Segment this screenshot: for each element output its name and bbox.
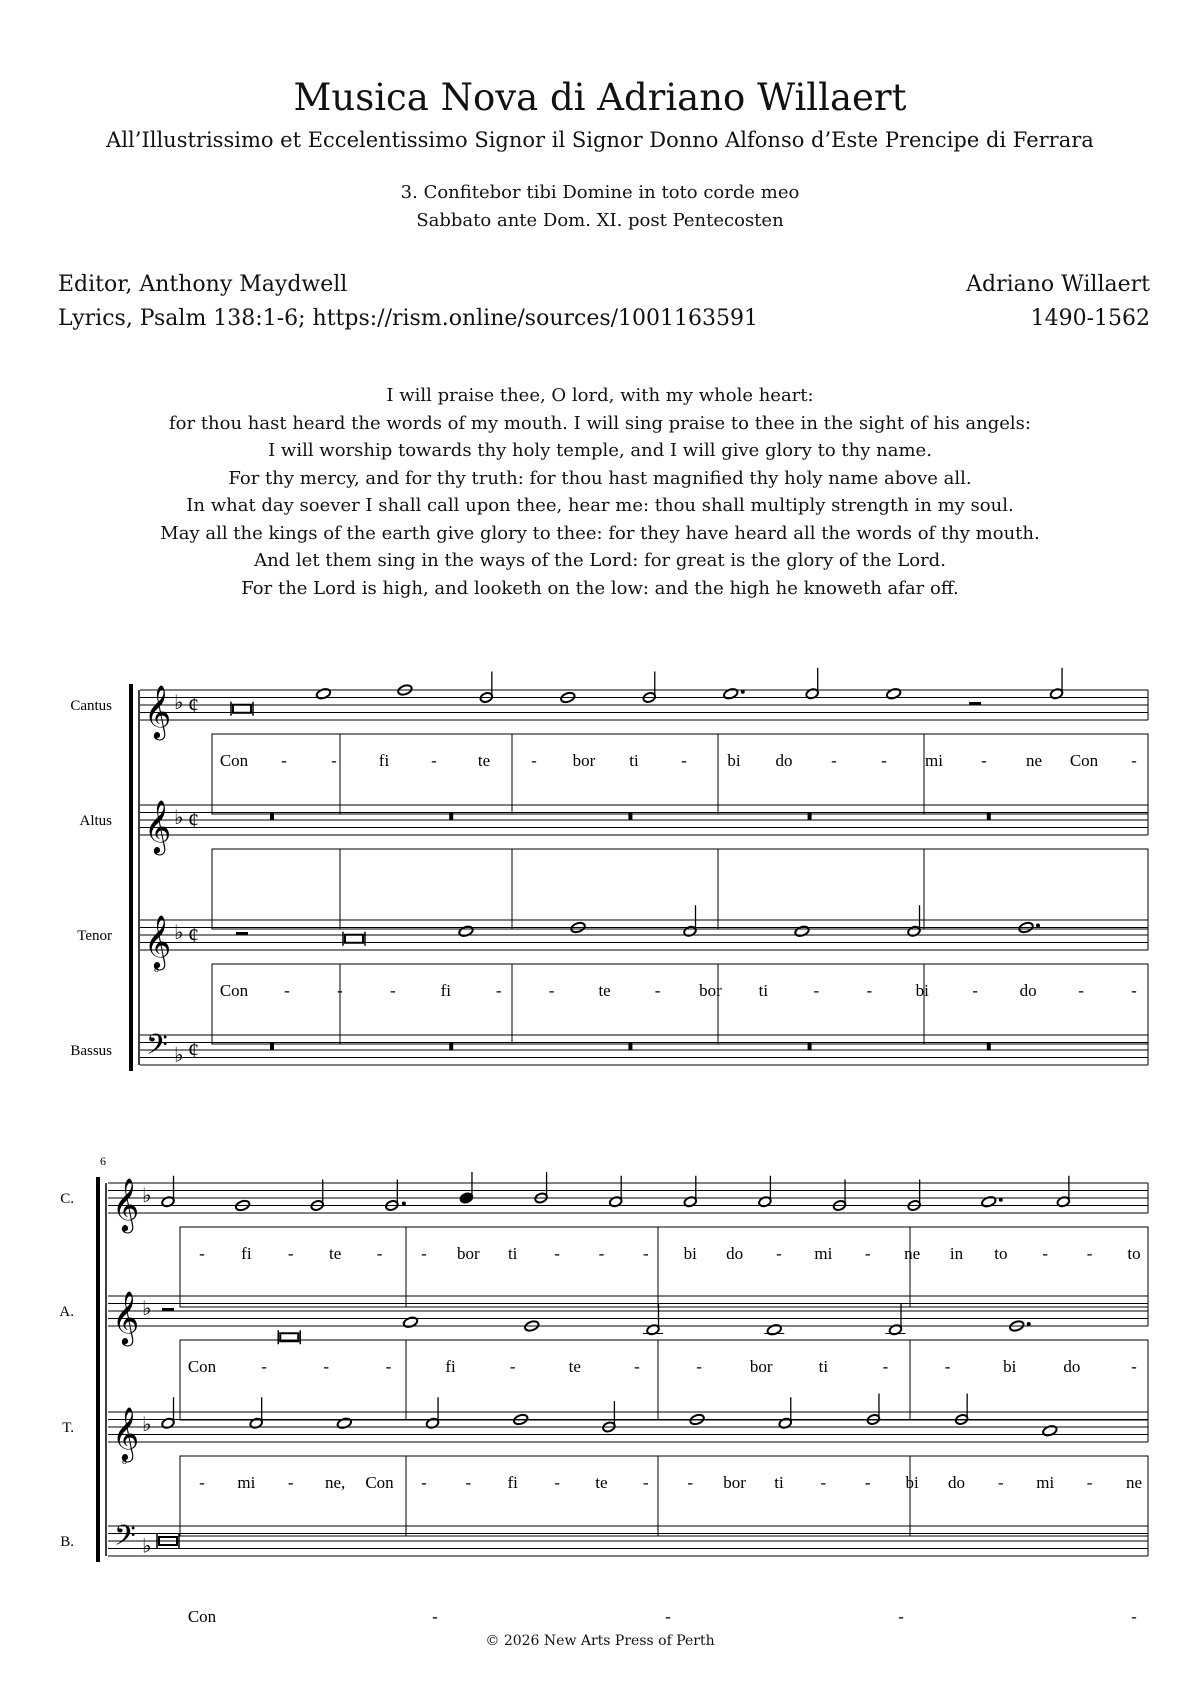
note-head [981, 1195, 997, 1208]
lyric-syllable: - [199, 1244, 205, 1263]
measure-number: 6 [100, 1154, 106, 1168]
lyric-syllable: - [998, 1473, 1004, 1492]
lyric-syllable: - [421, 1244, 427, 1263]
lyric-syllable: fi [378, 751, 390, 770]
liturgical-occasion: Sabbato ante Dom. XI. post Pentecosten [416, 210, 784, 231]
time-signature: ¢ [188, 807, 199, 832]
lyric-syllable: - [1042, 1244, 1049, 1263]
voice-label: Cantus [70, 698, 112, 714]
lyric-syllable: - [1131, 981, 1137, 1000]
voice-label: C. [60, 1191, 74, 1207]
note-head [336, 1417, 352, 1430]
octave-marker: 8 [154, 964, 159, 975]
lyric-syllable: bor [572, 751, 596, 770]
breve-rest [808, 1043, 812, 1051]
time-signature: ¢ [188, 692, 199, 717]
piece-title: 3. Confitebor tibi Domine in toto corde meo [400, 182, 800, 203]
flat-icon: ♭ [142, 1535, 152, 1558]
lyric-syllable: ti [507, 1244, 518, 1263]
augmentation-dot [999, 1198, 1003, 1202]
verse-line: I will worship towards thy holy temple, and I will give glory to thy name. [268, 440, 932, 461]
lyric-syllable: - [642, 1244, 649, 1263]
lyric-syllable: - [465, 1473, 472, 1492]
voice-label: T. [62, 1420, 74, 1436]
lyric-syllable: - [421, 1473, 427, 1492]
augmentation-dot [1036, 924, 1040, 928]
lyric-syllable: ti [818, 1357, 829, 1376]
lyric-box [212, 964, 1148, 1044]
composer-dates: 1490-1562 [1030, 306, 1150, 331]
treble-clef-icon: 𝄞 [144, 686, 172, 737]
voice-label: Altus [79, 813, 112, 829]
lyric-syllable: te [329, 1244, 342, 1263]
breve-rest [270, 813, 274, 821]
augmentation-dot [741, 690, 745, 694]
treble-clef-icon: 𝄞 [144, 916, 172, 967]
lyric-syllable: bi [683, 1244, 697, 1263]
breve-rest [449, 1043, 453, 1051]
lyric-syllable: - [1131, 751, 1137, 770]
flat-icon: ♭ [174, 807, 184, 829]
page-title: Musica Nova di Adriano Willaert [293, 76, 907, 119]
lyric-syllable: te [598, 981, 611, 1000]
flat-icon: ♭ [174, 1044, 184, 1067]
lyric-syllable: do [726, 1244, 744, 1263]
lyric-syllable: - [882, 1357, 889, 1376]
lyric-syllable: do [1019, 981, 1037, 1000]
lyric-syllable: - [687, 1473, 694, 1492]
staff [79, 800, 1148, 929]
lyric-syllable: - [1086, 1473, 1093, 1492]
verse-line: And let them sing in the ways of the Lord: for great is the glory of the Lord. [254, 550, 946, 571]
lyric-syllable: - [531, 751, 537, 770]
lyric-syllable: - [548, 981, 555, 1000]
lyric-syllable: mi [814, 1244, 833, 1263]
note-head [402, 1316, 418, 1329]
lyric-syllable: - [281, 751, 287, 770]
lyric-syllable: to [1127, 1244, 1141, 1263]
verse-line: For the Lord is high, and looketh on the low: and the high he knoweth afar off. [241, 577, 959, 599]
lyric-syllable: ti [758, 981, 769, 1000]
lyric-syllable: Con [219, 981, 249, 1000]
lyric-syllable: Con [1069, 751, 1099, 770]
staff [60, 1172, 1148, 1307]
lyric-syllable: Con [187, 1607, 217, 1626]
score-system [59, 1154, 1148, 1626]
lyric-syllable: - [972, 981, 979, 1000]
lyric-syllable: - [864, 1244, 871, 1263]
lyric-syllable: bor [456, 1244, 480, 1263]
lyric-syllable: fi [241, 1244, 252, 1263]
lyric-syllable: - [495, 981, 502, 1000]
lyric-syllable: - [654, 981, 661, 1000]
score-system [70, 668, 1148, 1071]
breve-rest [987, 1043, 991, 1051]
verse-line: In what day soever I shall call upon thee, hear me: thou shall multiply strength in my soul. [186, 495, 1014, 516]
lyric-syllable: do [1063, 1357, 1081, 1376]
flat-icon: ♭ [142, 1185, 152, 1207]
lyric-syllable: - [432, 1607, 438, 1626]
note-head [315, 687, 331, 700]
lyric-syllable: - [554, 1473, 560, 1492]
note-head [458, 925, 474, 938]
voice-label: A. [59, 1304, 74, 1320]
voice-label: Tenor [77, 928, 112, 944]
lyric-syllable: fi [507, 1473, 518, 1492]
breve-rest [628, 813, 632, 821]
rest-mark [162, 1308, 174, 1311]
lyric-syllable: bor [699, 981, 722, 1000]
lyric-syllable: mi [237, 1473, 256, 1492]
bass-clef-icon: 𝄢 [114, 1521, 136, 1559]
lyric-syllable: Con [365, 1473, 394, 1492]
breve-note [345, 935, 363, 943]
lyric-syllable: in [949, 1244, 964, 1263]
treble-clef-icon: 𝄞 [144, 801, 172, 852]
staff [77, 905, 1148, 1044]
time-signature: ¢ [188, 1037, 199, 1062]
breve-note [233, 705, 251, 713]
verse-line: I will praise thee, O lord, with my whole heart: [386, 385, 814, 406]
lyric-syllable: mi [1036, 1473, 1055, 1492]
editor-credit: Editor, Anthony Maydwell [58, 272, 348, 297]
lyric-syllable: - [898, 1607, 904, 1626]
time-signature: ¢ [188, 922, 199, 947]
lyric-box [180, 1340, 1148, 1420]
lyric-syllable: fi [445, 1357, 456, 1376]
lyric-syllable: bi [727, 751, 741, 770]
treble-clef-icon: 𝄞 [112, 1292, 140, 1343]
verse-line: May all the kings of the earth give glory to thee: for they have heard all the words of thy mouth. [160, 522, 1040, 544]
lyric-syllable: bi [1003, 1357, 1017, 1376]
lyric-box [180, 1456, 1148, 1536]
lyric-syllable: - [820, 1473, 827, 1492]
lyric-syllable: ne [904, 1244, 921, 1263]
lyric-syllable: - [1086, 1244, 1093, 1263]
lyric-box [212, 734, 1148, 814]
lyric-syllable: bi [905, 1473, 919, 1492]
lyric-syllable: do [775, 751, 793, 770]
verse-line: For thy mercy, and for thy truth: for thou hast magnified thy holy name above all. [228, 467, 972, 489]
lyric-syllable: to [994, 1244, 1008, 1263]
lyric-syllable: - [331, 751, 337, 770]
lyric-syllable: - [287, 1473, 294, 1492]
rest-mark [236, 932, 248, 935]
composer-name: Adriano Willaert [966, 272, 1150, 297]
lyric-syllable: - [598, 1244, 605, 1263]
lyric-syllable: - [634, 1357, 640, 1376]
breve-rest [628, 1043, 632, 1051]
lyric-syllable: - [554, 1244, 560, 1263]
lyric-syllable: - [944, 1357, 951, 1376]
lyric-syllable: - [376, 1244, 383, 1263]
treble-clef-icon: 𝄞 [112, 1408, 140, 1459]
rest-mark [969, 702, 981, 705]
lyric-syllable: - [261, 1357, 267, 1376]
note-head [723, 687, 739, 700]
breve-rest [987, 813, 991, 821]
lyric-syllable: - [385, 1357, 392, 1376]
lyric-syllable: te [477, 751, 491, 770]
breve-rest [449, 813, 453, 821]
voice-label: Bassus [70, 1043, 112, 1059]
lyric-syllable: - [665, 1607, 671, 1626]
lyric-syllable: - [199, 1473, 205, 1492]
staff [70, 668, 1148, 814]
lyric-syllable: - [776, 1244, 782, 1263]
lyric-syllable: - [864, 1473, 871, 1492]
lyric-syllable: - [866, 981, 873, 1000]
staff [60, 1522, 1148, 1627]
verse-line: for thou hast heard the words of my mouth. I will sing praise to thee in the sight of his angels: [169, 412, 1031, 434]
lyric-syllable: Con [187, 1357, 217, 1376]
lyric-syllable: - [284, 981, 290, 1000]
lyric-syllable: bor [723, 1473, 746, 1492]
lyric-syllable: - [681, 751, 687, 770]
lyric-syllable: - [813, 981, 820, 1000]
bass-clef-icon: 𝄢 [146, 1030, 168, 1068]
breve-rest [270, 1043, 274, 1051]
lyric-syllable: - [1131, 1357, 1137, 1376]
lyric-syllable: mi [925, 751, 943, 770]
lyric-syllable: ti [629, 751, 639, 770]
treble-clef-icon: 𝄞 [112, 1179, 140, 1230]
lyric-syllable: te [595, 1473, 608, 1492]
lyric-syllable: fi [440, 981, 451, 1000]
note-head [886, 687, 902, 700]
dedication-subtitle: All’Illustrissimo et Eccelentissimo Signor il Signor Donno Alfonso d’Este Prencipe di Ferrara [106, 128, 1094, 152]
lyric-syllable: Con [219, 751, 249, 770]
flat-icon: ♭ [142, 1414, 152, 1436]
augmentation-dot [402, 1202, 406, 1206]
lyric-syllable: - [981, 751, 987, 770]
breve-rest [808, 813, 812, 821]
lyric-syllable: - [323, 1357, 330, 1376]
lyric-syllable: - [696, 1357, 702, 1376]
copyright-footer: © 2026 New Arts Press of Perth [485, 1633, 715, 1649]
lyric-box [212, 849, 1148, 929]
lyric-syllable: ti [774, 1473, 784, 1492]
note-head [766, 1323, 782, 1336]
note-head [1042, 1424, 1058, 1437]
lyric-syllable: ne [1125, 1473, 1143, 1492]
voice-label: B. [60, 1534, 74, 1550]
lyric-syllable: - [1131, 1607, 1137, 1626]
lyric-syllable: - [642, 1473, 649, 1492]
lyric-syllable: - [431, 751, 437, 770]
lyric-syllable: ne [1025, 751, 1043, 770]
flat-icon: ♭ [174, 922, 184, 944]
lyric-syllable: - [881, 751, 887, 770]
lyric-syllable: bi [915, 981, 929, 1000]
lyric-syllable: - [1078, 981, 1084, 1000]
staff [62, 1394, 1148, 1537]
note-head [794, 925, 810, 938]
staff [70, 1031, 1148, 1068]
octave-marker: 8 [122, 1456, 127, 1467]
lyric-syllable: - [287, 1244, 294, 1263]
lyric-syllable: - [831, 751, 837, 770]
lyrics-source: Lyrics, Psalm 138:1-6; https://rism.online/sources/1001163591 [58, 306, 759, 331]
lyric-syllable: te [568, 1357, 581, 1376]
staff [59, 1291, 1148, 1420]
lyric-syllable: do [947, 1473, 965, 1492]
augmentation-dot [1027, 1322, 1031, 1326]
lyric-syllable: bor [749, 1357, 773, 1376]
flat-icon: ♭ [174, 692, 184, 714]
flat-icon: ♭ [142, 1298, 152, 1320]
lyric-syllable: - [389, 981, 396, 1000]
lyric-syllable: - [509, 1357, 516, 1376]
lyric-syllable: ne, [324, 1473, 346, 1492]
lyric-box [180, 1227, 1148, 1307]
lyric-syllable: - [337, 981, 343, 1000]
